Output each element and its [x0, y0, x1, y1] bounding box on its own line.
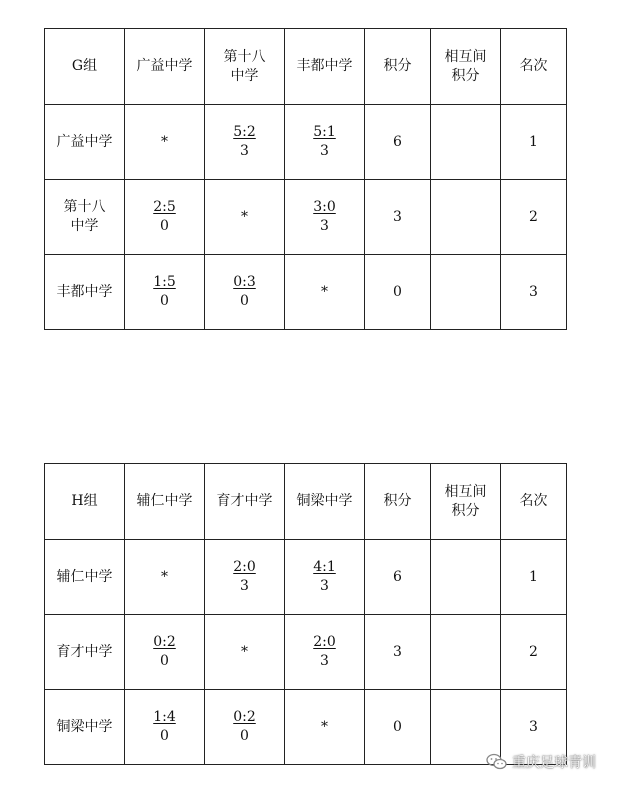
header-cell	[285, 464, 365, 540]
rank: 3	[529, 718, 538, 735]
header-cell	[45, 464, 125, 540]
team-name-cell	[45, 615, 125, 690]
match-points: 3	[320, 653, 329, 669]
match-cell	[285, 255, 365, 330]
match-points: 3	[320, 218, 329, 234]
match-cell	[125, 255, 205, 330]
mutual-points-cell	[431, 540, 501, 615]
match-cell	[285, 615, 365, 690]
table-row	[45, 105, 567, 180]
header-cell	[501, 29, 567, 105]
watermark-text: 重庆足球青训	[512, 755, 596, 771]
table-row	[45, 615, 567, 690]
match-cell	[285, 690, 365, 765]
header-cell	[365, 464, 431, 540]
header-label: 第十八 中学	[223, 48, 266, 84]
header-label: 丰都中学	[296, 58, 353, 74]
mutual-points-cell	[431, 255, 501, 330]
header-label: 相互间 积分	[444, 48, 487, 84]
header-row	[45, 464, 567, 540]
header-label: 广益中学	[136, 58, 193, 74]
points-cell	[365, 540, 431, 615]
match-score: 2:0	[313, 634, 336, 650]
table-row	[45, 540, 567, 615]
match-points: 3	[240, 143, 249, 159]
header-cell	[431, 464, 501, 540]
mutual-points-cell	[431, 180, 501, 255]
points-cell	[365, 105, 431, 180]
match-score: 1:5	[153, 274, 176, 290]
header-label: 相互间 积分	[444, 483, 487, 519]
rank-cell	[501, 540, 567, 615]
match-cell	[205, 105, 285, 180]
match-points: 3	[320, 578, 329, 594]
team-name-cell	[45, 690, 125, 765]
match-cell	[285, 105, 365, 180]
rank: 1	[529, 133, 538, 150]
match-cell	[205, 615, 285, 690]
header-cell	[501, 464, 567, 540]
watermark	[486, 752, 596, 772]
match-cell	[125, 615, 205, 690]
header-cell	[365, 29, 431, 105]
team-name-cell	[45, 105, 125, 180]
total-points: 6	[393, 133, 402, 150]
match-cell	[125, 540, 205, 615]
team-name: 育才中学	[56, 643, 113, 660]
points-cell	[365, 615, 431, 690]
match-score: 3:0	[313, 199, 336, 215]
header-label: 辅仁中学	[136, 493, 193, 509]
match-score: 0:2	[153, 634, 176, 650]
match-cell	[285, 180, 365, 255]
rank-cell	[501, 615, 567, 690]
rank: 1	[529, 568, 538, 585]
header-label: 名次	[519, 58, 548, 74]
match-score: 0:3	[233, 274, 256, 290]
match-cell	[205, 180, 285, 255]
team-name: 广益中学	[56, 133, 113, 150]
match-cell	[125, 690, 205, 765]
match-cell	[205, 690, 285, 765]
self-marker: *	[161, 568, 168, 585]
self-marker: *	[321, 718, 328, 735]
rank: 2	[529, 208, 538, 225]
header-label: 育才中学	[216, 493, 273, 509]
header-label: H组	[71, 493, 98, 509]
header-row	[45, 29, 567, 105]
header-cell	[45, 29, 125, 105]
team-name: 辅仁中学	[56, 568, 113, 585]
total-points: 3	[393, 643, 402, 660]
match-score: 2:0	[233, 559, 256, 575]
match-points: 3	[320, 143, 329, 159]
match-points: 3	[240, 578, 249, 594]
header-cell	[205, 464, 285, 540]
points-cell	[365, 255, 431, 330]
match-cell	[285, 540, 365, 615]
match-score: 2:5	[153, 199, 176, 215]
header-cell	[125, 29, 205, 105]
mutual-points-cell	[431, 105, 501, 180]
team-name-cell	[45, 255, 125, 330]
team-name-cell	[45, 540, 125, 615]
table-row	[45, 255, 567, 330]
match-score: 1:4	[153, 709, 176, 725]
team-name: 铜梁中学	[56, 718, 113, 735]
match-points: 0	[240, 728, 249, 744]
points-cell	[365, 180, 431, 255]
match-points: 0	[160, 218, 169, 234]
header-cell	[125, 464, 205, 540]
table-row	[45, 180, 567, 255]
match-cell	[205, 255, 285, 330]
self-marker: *	[161, 133, 168, 150]
header-label: 铜梁中学	[296, 493, 353, 509]
team-name: 丰都中学	[56, 283, 113, 300]
header-label: 积分	[383, 58, 412, 74]
header-label: G组	[71, 58, 98, 74]
wechat-icon	[486, 753, 508, 771]
match-score: 4:1	[313, 559, 336, 575]
self-marker: *	[241, 643, 248, 660]
header-label: 名次	[519, 493, 548, 509]
match-points: 0	[160, 728, 169, 744]
match-points: 0	[240, 293, 249, 309]
self-marker: *	[321, 283, 328, 300]
match-cell	[125, 180, 205, 255]
match-cell	[125, 105, 205, 180]
team-name: 第十八 中学	[63, 199, 106, 234]
match-points: 0	[160, 653, 169, 669]
header-label: 积分	[383, 493, 412, 509]
self-marker: *	[241, 208, 248, 225]
rank: 3	[529, 283, 538, 300]
rank-cell	[501, 255, 567, 330]
total-points: 3	[393, 208, 402, 225]
match-score: 5:1	[313, 124, 336, 140]
header-cell	[431, 29, 501, 105]
header-cell	[285, 29, 365, 105]
match-points: 0	[160, 293, 169, 309]
team-name-cell	[45, 180, 125, 255]
rank: 2	[529, 643, 538, 660]
points-cell	[365, 690, 431, 765]
header-cell	[205, 29, 285, 105]
total-points: 6	[393, 568, 402, 585]
match-score: 5:2	[233, 124, 256, 140]
rank-cell	[501, 105, 567, 180]
match-score: 0:2	[233, 709, 256, 725]
mutual-points-cell	[431, 615, 501, 690]
group-table	[44, 28, 567, 330]
total-points: 0	[393, 283, 402, 300]
rank-cell	[501, 180, 567, 255]
total-points: 0	[393, 718, 402, 735]
group-table	[44, 463, 567, 765]
match-cell	[205, 540, 285, 615]
